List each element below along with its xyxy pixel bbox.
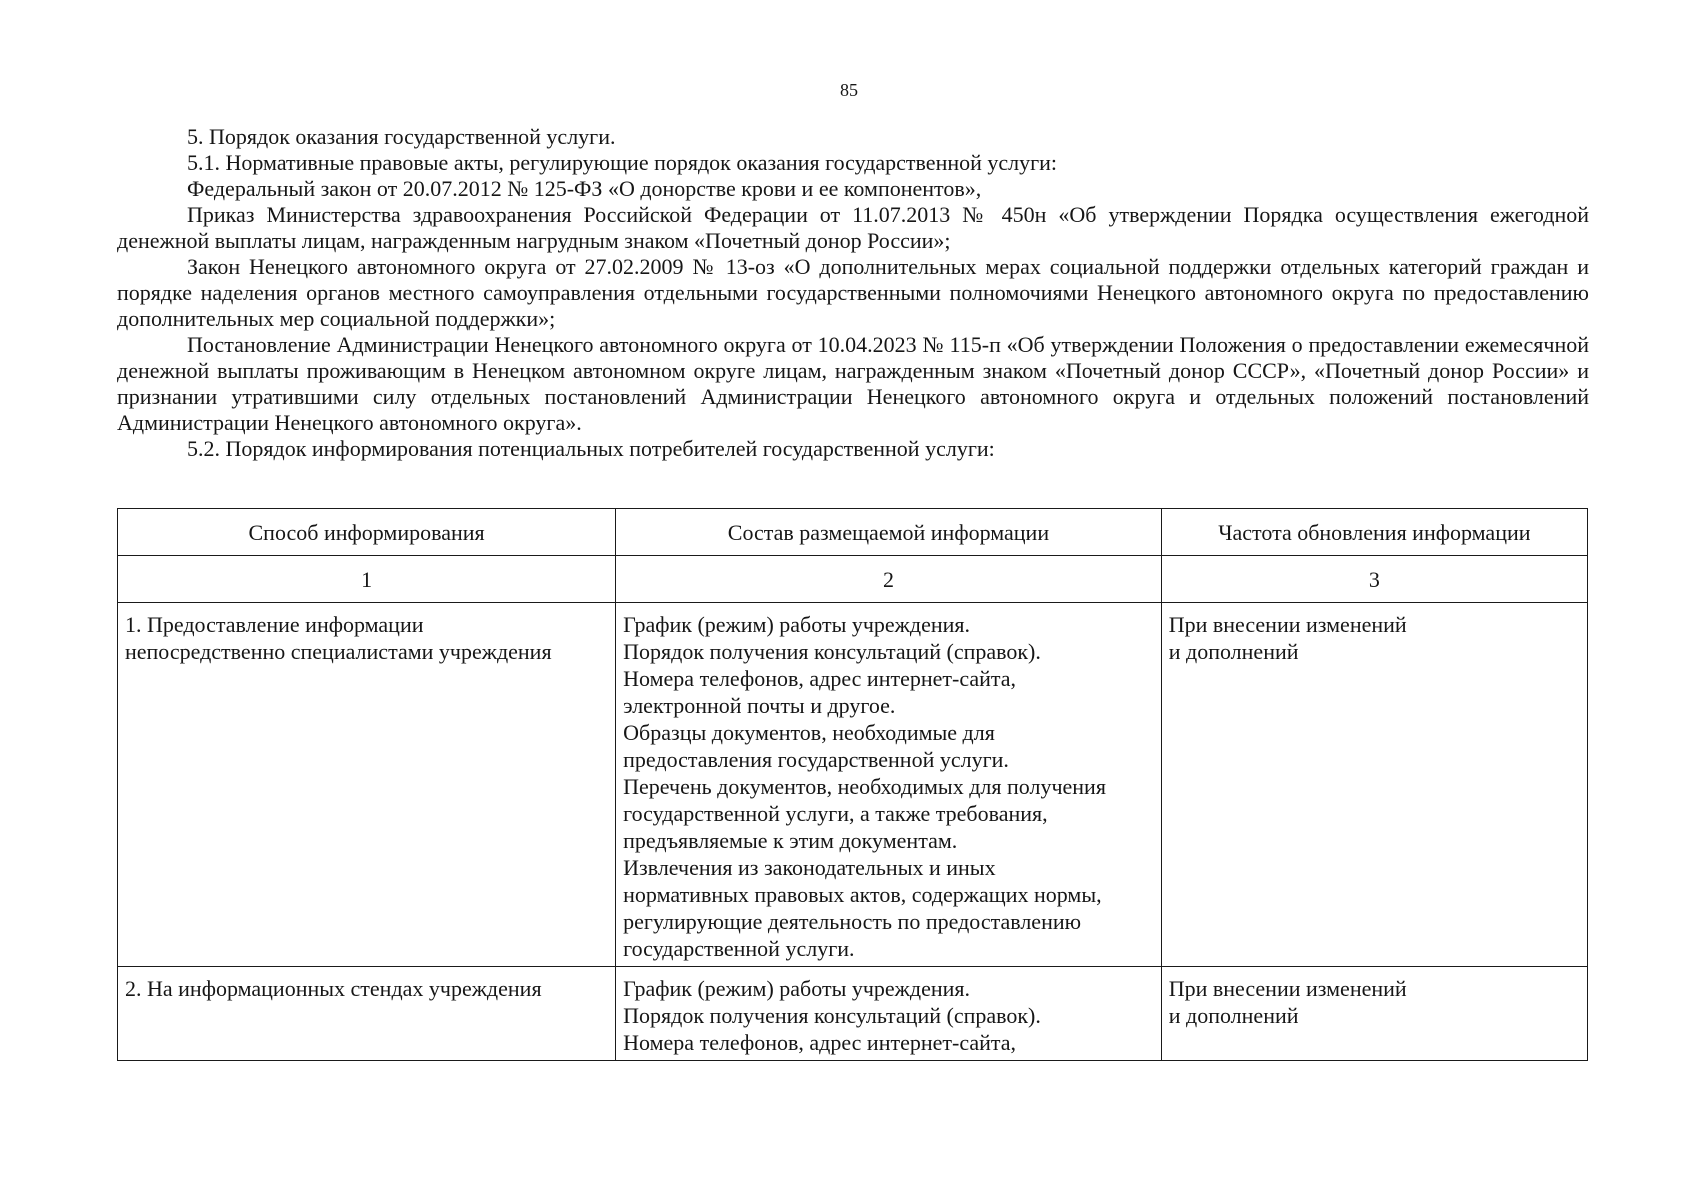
column-number: 2 bbox=[616, 556, 1162, 603]
cell-line: регулирующие деятельность по предоставлению bbox=[623, 909, 1082, 934]
cell-line: График (режим) работы учреждения. bbox=[623, 976, 970, 1001]
cell-line: электронной почты и другое. bbox=[623, 693, 896, 718]
cell-line: 1. Предоставление информации bbox=[125, 612, 424, 637]
cell-line: и дополнений bbox=[1168, 1003, 1299, 1028]
cell-line: предоставления государственной услуги. bbox=[623, 747, 1009, 772]
column-number: 3 bbox=[1161, 556, 1587, 603]
cell-line: Образцы документов, необходимые для bbox=[623, 720, 995, 745]
cell-line: Перечень документов, необходимых для получения bbox=[623, 774, 1106, 799]
cell-line: непосредственно специалистами учреждения bbox=[125, 639, 552, 664]
header-content: Состав размещаемой информации bbox=[616, 509, 1162, 556]
header-frequency: Частота обновления информации bbox=[1161, 509, 1587, 556]
table-row bbox=[118, 603, 1588, 967]
cell-line: 2. На информационных стендах учреждения bbox=[125, 976, 542, 1001]
informing-table bbox=[117, 508, 1588, 1061]
cell-line: Извлечения из законодательных и иных bbox=[623, 855, 996, 880]
cell-line: нормативных правовых актов, содержащих нормы, bbox=[623, 882, 1102, 907]
header-method: Способ информирования bbox=[118, 509, 616, 556]
cell-line: государственной услуги. bbox=[623, 936, 855, 961]
frequency-cell bbox=[1161, 967, 1587, 1061]
cell-line: Номера телефонов, адрес интернет-сайта, bbox=[623, 1030, 1017, 1055]
column-number: 1 bbox=[118, 556, 616, 603]
column-number-row bbox=[118, 556, 1588, 603]
subsection-heading-informing: 5.2. Порядок информирования потенциальных потребителей государственной услуги: bbox=[187, 436, 995, 461]
cell-line: При внесении изменений bbox=[1168, 612, 1407, 637]
cell-line: График (режим) работы учреждения. bbox=[623, 612, 970, 637]
table-header-row bbox=[118, 509, 1588, 556]
legal-act-resolution: Постановление Администрации Ненецкого автономного округа от 10.04.2023 № 115-п «Об утверждении Положения о предоставлении ежемесячной денежной выплаты проживающим в Ненецком автономном округе лицам, награжденным знаком «Почетный донор СССР», «Почетный донор России» и признании утратившими силу отдельных постановлений Администрации Ненецкого автономного округа и отдельных положений постановлений Администрации Ненецкого автономного округа». bbox=[117, 332, 1589, 435]
cell-line: предъявляемые к этим документам. bbox=[623, 828, 958, 853]
method-cell bbox=[118, 603, 616, 967]
document-body bbox=[117, 124, 1589, 462]
cell-line: государственной услуги, а также требования, bbox=[623, 801, 1048, 826]
frequency-cell bbox=[1161, 603, 1587, 967]
legal-act-regional-law: Закон Ненецкого автономного округа от 27.02.2009 № 13-оз «О дополнительных мерах социальной поддержки отдельных категорий граждан и порядке наделения органов местного самоуправления отдельными государственными полномочиями Ненецкого автономного округа по предоставлению дополнительных мер социальной поддержки»; bbox=[117, 254, 1589, 331]
cell-line: Порядок получения консультаций (справок). bbox=[623, 1003, 1041, 1028]
legal-act-federal-law: Федеральный закон от 20.07.2012 № 125-ФЗ «О донорстве крови и ее компонентов», bbox=[187, 176, 982, 201]
content-cell bbox=[616, 603, 1162, 967]
cell-line: Порядок получения консультаций (справок). bbox=[623, 639, 1041, 664]
legal-act-ministry-order: Приказ Министерства здравоохранения Российской Федерации от 11.07.2013 № 450н «Об утверждении Порядка осуществления ежегодной денежной выплаты лицам, награжденным нагрудным знаком «Почетный донор России»; bbox=[117, 202, 1589, 253]
table-row bbox=[118, 967, 1588, 1061]
method-cell bbox=[118, 967, 616, 1061]
cell-line: и дополнений bbox=[1168, 639, 1299, 664]
subsection-heading: 5.1. Нормативные правовые акты, регулирующие порядок оказания государственной услуги: bbox=[187, 150, 1058, 175]
page-number: 85 bbox=[840, 80, 858, 100]
cell-line: Номера телефонов, адрес интернет-сайта, bbox=[623, 666, 1017, 691]
section-heading: 5. Порядок оказания государственной услуги. bbox=[187, 124, 616, 149]
content-cell bbox=[616, 967, 1162, 1061]
cell-line: При внесении изменений bbox=[1168, 976, 1407, 1001]
